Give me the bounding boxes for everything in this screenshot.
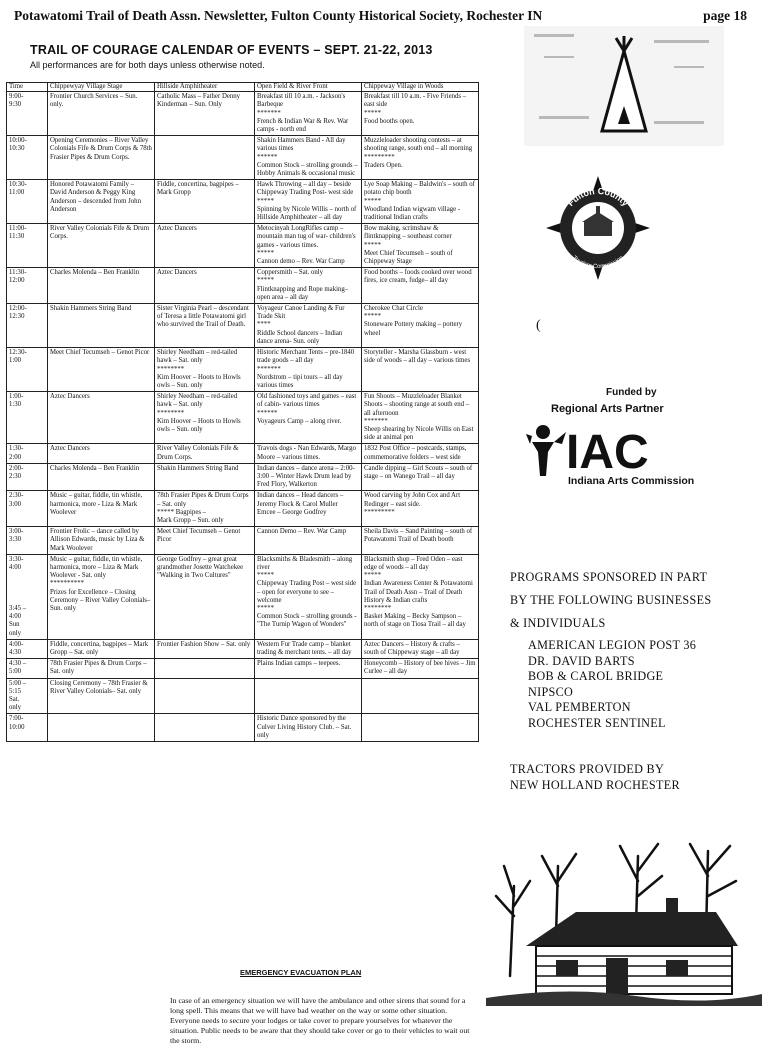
time-cell: 12:00- 12:30 xyxy=(7,304,48,348)
event-cell: Sheila Davis – Sand Painting – south of Potawatomi Trail of Death booth xyxy=(362,527,479,555)
event-cell: Charles Molenda – Ben Franklin xyxy=(48,268,155,304)
calendar-row xyxy=(7,491,479,527)
event-cell: Indian dances – Head dancers – Jeremy Flock & Carol Muller Emcee – George Godfrey xyxy=(255,491,362,527)
event-cell: Aztec Dancers xyxy=(48,392,155,444)
column-header: Chippewyay Village Stage xyxy=(48,83,155,92)
sponsor-list xyxy=(528,638,696,731)
tractors-line: NEW HOLLAND ROCHESTER xyxy=(510,777,680,792)
event-cell xyxy=(362,714,479,742)
sponsor-item: BOB & CAROL BRIDGE xyxy=(528,669,664,683)
seal-bottom-text: Tourism Commission xyxy=(571,255,625,271)
sidebar xyxy=(486,26,762,1060)
event-cell: Metocinyah LongRifles camp – mountain man tug of war- children's games - various times. ***** Cannon demo – Rev. War Camp xyxy=(255,224,362,268)
iac-logo-letters: IAC xyxy=(566,426,649,479)
column-header: Hillside Amphitheater xyxy=(155,83,255,92)
event-cell xyxy=(155,714,255,742)
time-cell: 4:00- 4:30 xyxy=(7,639,48,658)
sponsors-heading xyxy=(510,566,711,635)
event-cell xyxy=(255,678,362,714)
calendar-header-row xyxy=(7,83,479,92)
calendar-row xyxy=(7,348,479,392)
event-cell: Frontier Fashion Show – Sat. only xyxy=(155,639,255,658)
event-cell: Cherokee Chat Circle ***** Stoneware Pottery making – pottery wheel xyxy=(362,304,479,348)
event-cell: Music – guitar, fiddle, tin whistle, harmonica, more - Liza & Mark Woolever xyxy=(48,491,155,527)
event-cell: Sister Virginia Pearl – descendant of Teresa a little Potawatomi girl who survived the Trail of Death. xyxy=(155,304,255,348)
calendar-title: TRAIL OF COURAGE CALENDAR OF EVENTS – SEPT. 21-22, 2013 xyxy=(30,43,433,57)
event-cell: Travois dogs - Nan Edwards, Margo Moore – various times. xyxy=(255,444,362,463)
event-cell: Shirley Needham – red-tailed hawk – Sat. only ******** Kim Hoover – Hoots to Howls owls – Sun. only xyxy=(155,348,255,392)
event-cell: Historic Dance sponsored by the Culver Living History Club. – Sat. only xyxy=(255,714,362,742)
event-cell: Aztec Dancers – History & crafts – south of Chippeway stage – all day xyxy=(362,639,479,658)
event-cell: 78th Frasier Pipes & Drum Corps – Sat. only xyxy=(48,659,155,678)
calendar-row xyxy=(7,268,479,304)
time-cell: 3:30- 4:00 3:45 – 4:00 Sun only xyxy=(7,554,48,639)
event-cell xyxy=(362,678,479,714)
event-cell: Shakin Hammers String Band xyxy=(48,304,155,348)
event-cell: River Valley Colonials Fife & Drum Corps. xyxy=(48,224,155,268)
event-cell: Aztec Dancers xyxy=(48,444,155,463)
event-cell xyxy=(155,136,255,180)
calendar-row xyxy=(7,304,479,348)
event-cell: Blacksmith shop – Fred Oden – east edge of woods – all day ***** Indian Awareness Center & Potawatomi Trail of Death Assn – Trail of Death History & Indian crafts ******** Basket Making – Becky Sampson – north of stage on Tiosa Trail – all day xyxy=(362,554,479,639)
event-cell: Blacksmiths & Bladesmith – along river ***** Chippeway Trading Post – west side – open for everyone to see – welcome ***** Common Stock – strolling grounds - "The Turnip Wagon of Wonders" xyxy=(255,554,362,639)
sponsor-item: ROCHESTER SENTINEL xyxy=(528,715,666,730)
event-cell: Candle dipping – Girl Scouts – south of stage – on Wanego Trail – all day xyxy=(362,463,479,491)
calendar-row xyxy=(7,92,479,136)
event-cell: Bow making, scrimshaw & flintknapping – southeast corner ***** Meet Chief Tecumseh – south of Chippeway Stage xyxy=(362,224,479,268)
time-cell: 11:00- 11:30 xyxy=(7,224,48,268)
event-cell: Frontier Frolic – dance called by Allison Edwards, music by Liza & Mark Woolever xyxy=(48,527,155,555)
event-cell: Music – guitar, fiddle, tin whistle, harmonica, more – Liza & Mark Woolever - Sat. only ********** Prizes for Excellence – Closing Ceremony – River Valley Colonials– Sun. only xyxy=(48,554,155,639)
fulton-county-tourism-seal xyxy=(546,176,650,280)
event-cell: Voyageur Canoe Landing & Fur Trade Skit **** Riddle School dancers – Indian dance arena- Sun. only xyxy=(255,304,362,348)
event-cell: Old fashioned toys and games – east of cabin- various times ****** Voyageurs Camp – along river. xyxy=(255,392,362,444)
calendar-body xyxy=(7,92,479,742)
event-cell: Shirley Needham – red-tailed hawk – Sat. only ******** Kim Hoover – Hoots to Howls owls – Sun. only xyxy=(155,392,255,444)
event-cell: Shakin Hammers String Band xyxy=(155,463,255,491)
time-cell: 1:00- 1:30 xyxy=(7,392,48,444)
time-cell: 5:00 – 5:15 Sat. only xyxy=(7,678,48,714)
event-cell: Fiddle, concertina, bagpipes – Mark Gropp – Sat. only xyxy=(48,639,155,658)
sponsors-line: & INDIVIDUALS xyxy=(510,616,606,630)
time-cell: 2:30- 3:00 xyxy=(7,491,48,527)
event-cell: 78th Frasier Pipes & Drum Corps – Sat. only ***** Bagpipes – Mark Gropp – Sun. only xyxy=(155,491,255,527)
calendar-row xyxy=(7,444,479,463)
event-cell: Coppersmith – Sat. only ***** Flintknapping and Rope making– open area – all day xyxy=(255,268,362,304)
event-cell: Storyteller - Marsha Glassburn - west side of woods – all day – various times xyxy=(362,348,479,392)
event-cell: Breakfast till 10 a.m. - Five Friends – east side ***** Food booths open. xyxy=(362,92,479,136)
calendar-row xyxy=(7,136,479,180)
event-cell: Frontier Church Services – Sun. only. xyxy=(48,92,155,136)
column-header: Open Field & River Front xyxy=(255,83,362,92)
tractors-credit xyxy=(510,762,680,793)
sponsor-item: VAL PEMBERTON xyxy=(528,700,631,714)
event-cell: Honored Potawatomi Family – David Anderson & Peggy King Anderson – descended from John Anderson xyxy=(48,180,155,224)
funded-by-label: Funded by xyxy=(606,387,657,398)
time-cell: 3:00- 3:30 xyxy=(7,527,48,555)
event-cell: Opening Ceremonies – River Valley Colonials Fife & Drum Corps & 78th Frasier Pipes & Drum Corps. xyxy=(48,136,155,180)
calendar-row xyxy=(7,678,479,714)
event-cell: River Valley Colonials Fife & Drum Corps. xyxy=(155,444,255,463)
event-cell: Lye Soap Making – Baldwin's – south of potato chip booth ***** Woodland Indian wigwam village - traditional Indian crafts xyxy=(362,180,479,224)
calendar-row xyxy=(7,639,479,658)
calendar-row xyxy=(7,180,479,224)
event-cell: Catholic Mass – Father Denny Kinderman – Sun. Only xyxy=(155,92,255,136)
event-cell xyxy=(48,714,155,742)
calendar-row xyxy=(7,659,479,678)
event-cell: Aztec Dancers xyxy=(155,224,255,268)
sponsor-item: DR. DAVID BARTS xyxy=(528,653,635,668)
time-cell: 2:00- 2:30 xyxy=(7,463,48,491)
time-cell: 11:30- 12:00 xyxy=(7,268,48,304)
seal-top-text: Fulton County xyxy=(565,185,631,209)
events-calendar-table xyxy=(6,82,479,742)
calendar-row xyxy=(7,392,479,444)
regional-arts-partner-label: Regional Arts Partner xyxy=(551,403,664,415)
time-cell: 1:30- 2:00 xyxy=(7,444,48,463)
time-cell: 7:00- 10:00 xyxy=(7,714,48,742)
event-cell xyxy=(155,678,255,714)
event-cell: Indian dances – dance arena – 2:00- 3:00 – Winter Hawk Drum lead by Fred Flory, Walkerton xyxy=(255,463,362,491)
column-header: Chippeway Village in Woods xyxy=(362,83,479,92)
event-cell: Honeycomb – History of bee hives – Jim Curlee – all day xyxy=(362,659,479,678)
sponsors-line: BY THE FOLLOWING BUSINESSES xyxy=(510,593,712,607)
event-cell: Fun Shoots – Muzzleloader Blanket Shoots – shooting range at south end – all afternoon ******* Sheep shearing by Nicole Willis on East side at animal pen xyxy=(362,392,479,444)
calendar-row xyxy=(7,527,479,555)
column-header: Time xyxy=(7,83,48,92)
event-cell: Fiddle, concertina, bagpipes – Mark Gropp xyxy=(155,180,255,224)
event-cell: 1832 Post Office – postcards, stamps, commemorative folders – west side xyxy=(362,444,479,463)
event-cell: Historic Merchant Tents – pre-1840 trade goods – all day ******* Nordstrom – tipi tours – all day various times xyxy=(255,348,362,392)
time-cell: 4:30 – 5:00 xyxy=(7,659,48,678)
sponsor-item: AMERICAN LEGION POST 36 xyxy=(528,638,697,652)
event-cell: Breakfast till 10 a.m. - Jackson's Barbeque ******* French & Indian War & Rev. War camps - north end xyxy=(255,92,362,136)
calendar-row xyxy=(7,714,479,742)
stray-parenthesis: ( xyxy=(536,318,541,333)
calendar-row xyxy=(7,554,479,639)
event-cell: Meet Chief Tecumseh – Genot Picor xyxy=(155,527,255,555)
sponsors-line: PROGRAMS SPONSORED IN PART xyxy=(510,570,708,584)
event-cell: Hawk Throwing – all day – beside Chippeway Trading Post- west side ***** Spinning by Nicole Willis – north of Hillside Amphitheater – all day xyxy=(255,180,362,224)
event-cell: Western Fur Trade camp – blanket trading & merchant tents. – all day xyxy=(255,639,362,658)
iac-logo xyxy=(526,418,726,490)
sponsor-item: NIPSCO xyxy=(528,684,574,699)
time-cell: 9:00- 9:30 xyxy=(7,92,48,136)
time-cell: 12:30- 1:00 xyxy=(7,348,48,392)
calendar-row xyxy=(7,463,479,491)
time-cell: 10:30- 11:00 xyxy=(7,180,48,224)
event-cell: Aztec Dancers xyxy=(155,268,255,304)
event-cell: Plains Indian camps – teepees. xyxy=(255,659,362,678)
newsletter-header: Potawatomi Trail of Death Assn. Newsletter, Fulton County Historical Society, Rochester IN xyxy=(14,8,543,23)
event-cell: Charles Molenda – Ben Franklin xyxy=(48,463,155,491)
log-cabin-illustration xyxy=(486,826,762,1006)
event-cell: Closing Ceremony – 78th Frasier & River Valley Colonials– Sat. only xyxy=(48,678,155,714)
calendar-subtitle: All performances are for both days unless otherwise noted. xyxy=(30,60,265,70)
calendar-row xyxy=(7,224,479,268)
time-cell: 10:00- 10:30 xyxy=(7,136,48,180)
event-cell: George Godfrey – great great grandmother Josette Watchekee "Walking in Two Cultures" xyxy=(155,554,255,639)
event-cell: Food booths – foods cooked over wood fires, ice cream, fudge– all day xyxy=(362,268,479,304)
tipi-woodcut-image xyxy=(524,26,724,146)
page-number: page 18 xyxy=(703,8,747,23)
tractors-line: TRACTORS PROVIDED BY xyxy=(510,762,665,776)
evacuation-text: In case of an emergency situation we will have the ambulance and other sirens that sound for a long spell. This means that we will have bad weather on the way or some other situation. Everyone needs to secure your lodges or take cover to prepare yourselves for whatever the situation. Public needs to be aware that they should take cover or go to their vehicles to wait out the storm. xyxy=(170,996,470,1045)
evacuation-title: EMERGENCY EVACUATION PLAN xyxy=(240,968,362,977)
event-cell: Cannon Demo – Rev. War Camp xyxy=(255,527,362,555)
event-cell: Wood carving by John Cox and Art Redinger – east side. ********* xyxy=(362,491,479,527)
event-cell: Muzzleloader shooting contests – at shooting range, south end – all morning ********* Traders Open. xyxy=(362,136,479,180)
event-cell: Meet Chief Tecumseh – Genot Picor xyxy=(48,348,155,392)
iac-full-name: Indiana Arts Commission xyxy=(568,475,695,487)
event-cell xyxy=(155,659,255,678)
event-cell: Shakin Hammers Band - All day various times ****** Common Stock – strolling grounds – Hobby Animals & occasional music xyxy=(255,136,362,180)
